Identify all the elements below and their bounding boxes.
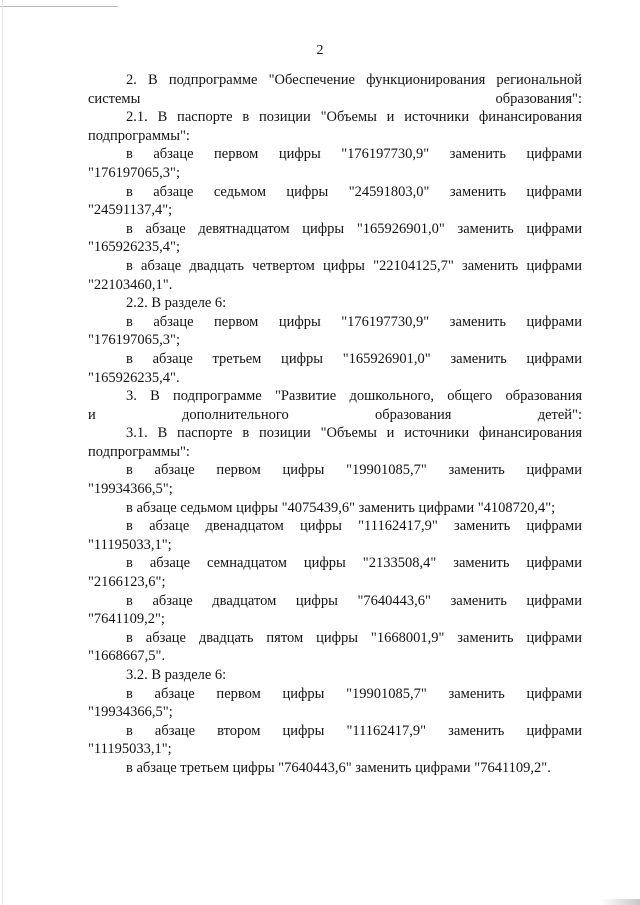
paragraph-2-1-a19: в абзаце девятнадцатом цифры "165926901,0" заменить цифрами "165926235,4"; xyxy=(88,220,582,256)
paragraph-3-2: 3.2. В разделе 6: xyxy=(126,667,227,683)
paragraph-3-2-a1: в абзаце первом цифры "19901085,7" заменить цифрами "19934366,5"; xyxy=(88,685,582,721)
paragraph-3-1-a7: в абзаце седьмом цифры "4075439,6" заменить цифрами "4108720,4"; xyxy=(126,499,556,516)
paragraph-3: 3. В подпрограмме "Развитие дошкольного, общего образования и дополнительного образования детей": xyxy=(88,388,582,423)
paragraph-3-1-a20: в абзаце двадцатом цифры "7640443,6" заменить цифрами "7641109,2"; xyxy=(88,592,582,628)
scan-corner-shadow xyxy=(600,899,640,905)
paragraph-2-2-a3: в абзаце третьем цифры "165926901,0" заменить цифрами "165926235,4". xyxy=(88,350,582,386)
paragraph-3-1-a17: в абзаце семнадцатом цифры "2133508,4" заменить цифрами "2166123,6"; xyxy=(88,555,582,591)
paragraph-2-2: 2.2. В разделе 6: xyxy=(126,295,227,312)
paragraph-3-2-a2: в абзаце втором цифры "11162417,9" заменить цифрами "11195033,1"; xyxy=(88,722,582,758)
paragraph-3-1-a12: в абзаце двенадцатом цифры "11162417,9" заменить цифрами "11195033,1"; xyxy=(88,518,582,553)
paragraph-3-1-a1: в абзаце первом цифры "19901085,7" заменить цифрами "19934366,5"; xyxy=(88,462,582,498)
paragraph-2-1-a7: в абзаце седьмом цифры "24591803,0" заменить цифрами "24591137,4"; xyxy=(88,183,582,219)
paragraph-2-1-a1: в абзаце первом цифры "176197730,9" заменить цифрами "176197065,3"; xyxy=(88,146,582,181)
scan-edge-mark xyxy=(0,6,118,7)
document-body xyxy=(88,71,582,778)
paragraph-2: 2. В подпрограмме "Обеспечение функционирования региональной системы образования": xyxy=(88,72,582,107)
paragraph-3-1: 3.1. В паспорте в позиции "Объемы и источники финансирования подпрограммы": xyxy=(88,425,582,460)
paragraph-3-1-a25: в абзаце двадцать пятом цифры "1668001,9" заменить цифрами "1668667,5". xyxy=(88,629,582,665)
paragraph-2-1-a24: в абзаце двадцать четвертом цифры "22104125,7" заменить цифрами "22103460,1". xyxy=(88,257,582,293)
paragraph-3-2-a3: в абзаце третьем цифры "7640443,6" заменить цифрами "7641109,2". xyxy=(126,759,551,776)
paragraph-2-2-a1: в абзаце первом цифры "176197730,9" заменить цифрами "176197065,3"; xyxy=(88,313,582,349)
page-number: 2 xyxy=(316,43,324,58)
paragraph-2-1: 2.1. В паспорте в позиции "Объемы и источники финансирования подпрограммы": xyxy=(88,109,582,144)
scan-edge-shadow xyxy=(2,0,3,905)
